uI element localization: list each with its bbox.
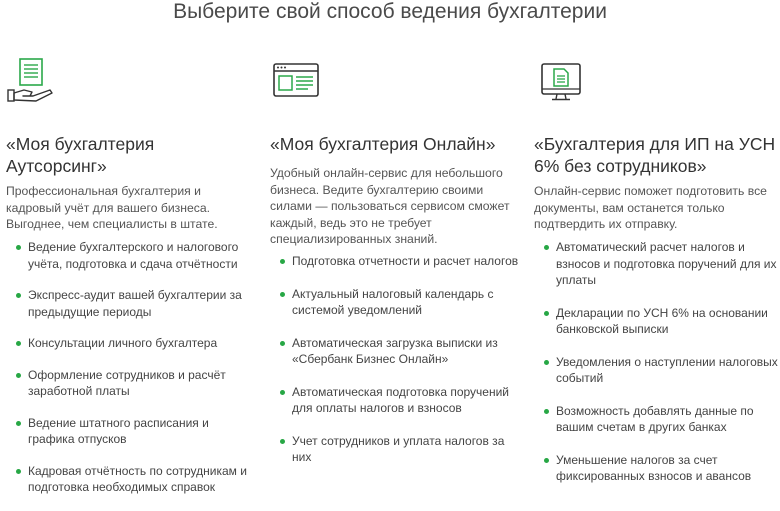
feature-item: Консультации личного бухгалтера (6, 335, 254, 352)
page-title: Выберите свой способ ведения бухгалтерии (173, 0, 607, 23)
hand-document-icon (6, 56, 56, 111)
feature-item: Автоматический расчет налогов и взносов и подготовка поручений для их уплаты (534, 239, 778, 289)
browser-window-icon (272, 56, 322, 111)
service-title: «Моя бухгалтерия Онлайн» (270, 134, 496, 154)
service-description: Онлайн-сервис поможет подготовить все документы, вам останется только подтвердить их отправку. (534, 184, 767, 231)
feature-item: Экспресс-аудит вашей бухгалтерии за предыдущие периоды (6, 287, 254, 320)
feature-item: Декларации по УСН 6% на основании банковской выписки (534, 305, 778, 338)
service-description: Профессиональная бухгалтерия и кадровый учёт для вашего бизнеса. Выгоднее, чем специалисты в штате. (6, 184, 218, 231)
feature-item: Ведение бухгалтерского и налогового учёта, подготовка и сдача отчётности (6, 239, 254, 272)
feature-item: Кадровая отчётность по сотрудникам и подготовка необходимых справок (6, 463, 254, 496)
service-title: «Моя бухгалтерия Аутсорсинг» (6, 134, 155, 176)
feature-list (534, 239, 778, 501)
feature-list (6, 239, 254, 511)
feature-item: Ведение штатного расписания и графика отпусков (6, 415, 254, 448)
feature-item: Оформление сотрудников и расчёт заработной платы (6, 367, 254, 400)
feature-item: Уменьшение налогов за счет фиксированных взносов и авансов (534, 452, 778, 485)
feature-list (270, 253, 522, 482)
feature-item: Подготовка отчетности и расчет налогов (270, 253, 522, 270)
monitor-document-icon (538, 56, 588, 111)
feature-item: Учет сотрудников и уплата налогов за них (270, 433, 522, 466)
feature-item: Возможность добавлять данные по вашим счетам в других банках (534, 403, 778, 436)
feature-item: Актуальный налоговый календарь с системой уведомлений (270, 286, 522, 319)
service-title: «Бухгалтерия для ИП на УСН 6% без сотрудников» (534, 134, 776, 176)
service-description: Удобный онлайн-сервис для небольшого бизнеса. Ведите бухгалтерию своими силами — пользоваться сервисом сможет каждый, ведь это не требует специализированных знаний. (270, 166, 510, 246)
feature-item: Автоматическая загрузка выписки из «Сбербанк Бизнес Онлайн» (270, 335, 522, 368)
feature-item: Уведомления о наступлении налоговых событий (534, 354, 778, 387)
feature-item: Автоматическая подготовка поручений для оплаты налогов и взносов (270, 384, 522, 417)
